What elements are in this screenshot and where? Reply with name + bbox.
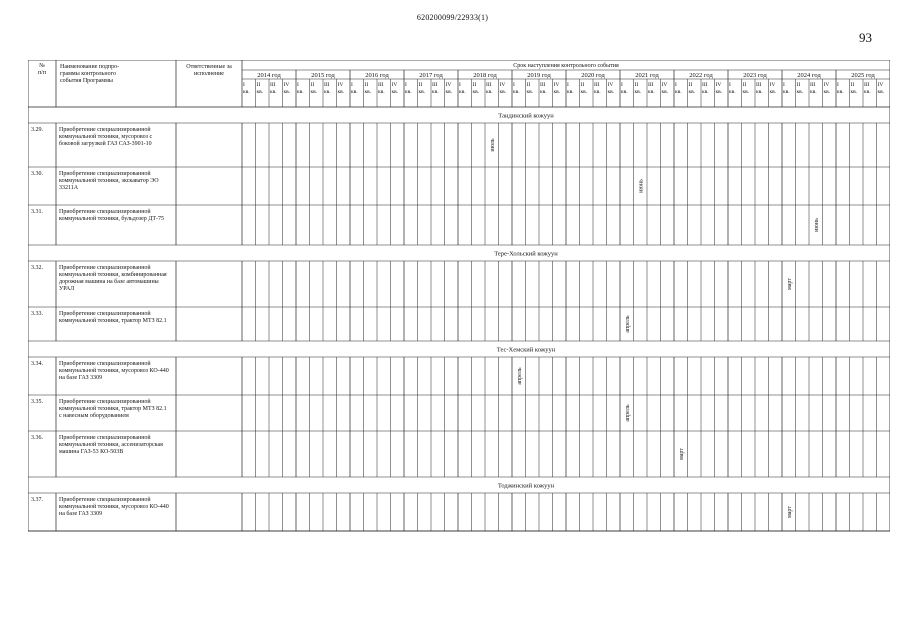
quarter-label: кв.	[594, 89, 601, 95]
row-name: на базе ГАЗ 3309	[59, 511, 103, 517]
quarter-label: кв.	[837, 89, 844, 95]
event-month-marker: июнь	[638, 179, 645, 193]
quarter-label: кв.	[526, 89, 534, 95]
quarter-label: III	[756, 82, 762, 88]
quarter-label: I	[837, 82, 839, 88]
quarter-label: кв.	[661, 89, 669, 95]
row-name: Приобретение специализированной	[59, 435, 151, 441]
quarter-label: кв.	[634, 89, 642, 95]
header-num-label: п/п	[37, 70, 47, 76]
quarter-label: кв.	[459, 89, 466, 95]
event-month-marker: апрель	[624, 315, 631, 333]
quarter-label: кв.	[621, 89, 628, 95]
quarter-label: II	[634, 82, 639, 88]
quarter-label: кв.	[607, 89, 615, 95]
year-label: 2016 год	[365, 72, 389, 79]
header-period-label: Срок наступления контрольного события	[513, 63, 619, 69]
quarter-label: II	[580, 82, 585, 88]
row-name: УРАЛ	[59, 286, 75, 292]
quarter-label: II	[364, 82, 369, 88]
quarter-label: кв.	[769, 89, 777, 95]
quarter-label: кв.	[297, 89, 304, 95]
row-name: коммунальной техники, мусоровоз КО-440	[59, 368, 169, 374]
quarter-label: I	[351, 82, 353, 88]
region-heading: Тес-Хемский кожуун	[496, 346, 556, 354]
row-name: коммунальной техники, мусоровоз с	[59, 134, 153, 140]
year-label: 2018 год	[473, 72, 497, 79]
page-number: 93	[859, 30, 872, 45]
row-name: коммунальной техники, трактор МТЗ 82.1	[59, 406, 167, 412]
event-month-marker: март	[786, 506, 793, 518]
row-number: 3.34.	[31, 361, 43, 367]
quarter-label: III	[702, 82, 708, 88]
document-id: 620200099/22933(1)	[416, 13, 489, 22]
row-name: коммунальной техники, бульдозер ДТ-75	[59, 216, 165, 222]
header-responsible-label: Ответственные за	[186, 64, 232, 70]
quarter-label: кв.	[337, 89, 345, 95]
header-name-label: Наименование подпро-	[60, 64, 120, 70]
quarter-label: II	[310, 82, 315, 88]
quarter-label: I	[297, 82, 299, 88]
quarter-label: IV	[283, 82, 290, 88]
event-month-marker: апрель	[516, 367, 523, 385]
quarter-label: I	[783, 82, 785, 88]
row-number: 3.35.	[31, 399, 43, 405]
quarter-label: II	[688, 82, 693, 88]
quarter-label: IV	[715, 82, 722, 88]
row-name: Приобретение специализированной	[59, 399, 151, 405]
row-name: коммунальной техники, трактор МТЗ 82.1	[59, 318, 167, 324]
quarter-label: IV	[877, 82, 884, 88]
row-number: 3.29.	[31, 127, 43, 133]
quarter-label: III	[486, 82, 492, 88]
row-name: на базе ГАЗ 3309	[59, 375, 103, 381]
quarter-label: кв.	[540, 89, 547, 95]
row-name: Приобретение специализированной	[59, 361, 151, 367]
quarter-label: кв.	[823, 89, 831, 95]
year-label: 2024 год	[797, 72, 821, 79]
year-label: 2015 год	[311, 72, 335, 79]
quarter-label: III	[594, 82, 600, 88]
row-name: дорожная машина на базе автомашины	[59, 279, 159, 285]
quarter-label: IV	[661, 82, 668, 88]
row-name: коммунальной техники, ассенизаторская	[59, 442, 163, 448]
row-name: коммунальной техники, экскаватор ЭО	[59, 178, 159, 184]
quarter-label: кв.	[324, 89, 331, 95]
year-label: 2022 год	[689, 72, 713, 79]
row-number: 3.33.	[31, 311, 43, 317]
quarter-label: I	[621, 82, 623, 88]
quarter-label: IV	[823, 82, 830, 88]
quarter-label: III	[324, 82, 330, 88]
quarter-label: III	[540, 82, 546, 88]
region-heading: Тере-Хольский кожуун	[494, 250, 558, 258]
year-label: 2023 год	[743, 72, 767, 79]
quarter-label: кв.	[864, 89, 871, 95]
quarter-label: III	[378, 82, 384, 88]
quarter-label: кв.	[850, 89, 858, 95]
row-number: 3.30.	[31, 171, 43, 177]
quarter-label: I	[459, 82, 461, 88]
row-name: Приобретение специализированной	[59, 497, 151, 503]
quarter-label: IV	[769, 82, 776, 88]
quarter-label: кв.	[796, 89, 804, 95]
year-label: 2020 год	[581, 72, 605, 79]
quarter-label: кв.	[553, 89, 561, 95]
quarter-label: I	[243, 82, 245, 88]
quarter-label: III	[648, 82, 654, 88]
quarter-label: III	[810, 82, 816, 88]
quarter-label: кв.	[877, 89, 885, 95]
quarter-label: кв.	[499, 89, 507, 95]
year-label: 2017 год	[419, 72, 443, 79]
quarter-label: кв.	[567, 89, 574, 95]
quarter-label: IV	[337, 82, 344, 88]
quarter-label: кв.	[472, 89, 480, 95]
quarter-label: II	[526, 82, 531, 88]
quarter-label: IV	[445, 82, 452, 88]
row-name: Приобретение специализированной	[59, 171, 151, 177]
row-number: 3.36.	[31, 435, 43, 441]
quarter-label: II	[850, 82, 855, 88]
quarter-label: кв.	[364, 89, 372, 95]
event-month-marker: апрель	[624, 404, 631, 422]
row-number: 3.31.	[31, 209, 43, 215]
year-label: 2021 год	[635, 72, 659, 79]
header-num-label: №	[39, 63, 45, 69]
quarter-label: кв.	[243, 89, 250, 95]
quarter-label: кв.	[729, 89, 736, 95]
region-heading: Тоджинский кожуун	[497, 482, 555, 490]
quarter-label: кв.	[270, 89, 277, 95]
row-name: Приобретение специализированной	[59, 265, 151, 271]
header-name-label: граммы контрольного	[60, 71, 116, 77]
event-month-marker: март	[678, 448, 685, 460]
quarter-label: I	[405, 82, 407, 88]
quarter-label: II	[742, 82, 747, 88]
quarter-label: кв.	[445, 89, 453, 95]
quarter-label: кв.	[783, 89, 790, 95]
row-name: машина ГАЗ-53 КО-503В	[59, 449, 124, 455]
quarter-label: кв.	[418, 89, 426, 95]
quarter-label: II	[472, 82, 477, 88]
quarter-label: кв.	[432, 89, 439, 95]
quarter-label: кв.	[283, 89, 291, 95]
event-month-marker: июль	[489, 138, 496, 152]
quarter-label: II	[796, 82, 801, 88]
quarter-label: кв.	[810, 89, 817, 95]
quarter-label: IV	[607, 82, 614, 88]
year-label: 2014 год	[257, 72, 281, 79]
quarter-label: кв.	[688, 89, 696, 95]
quarter-label: III	[432, 82, 438, 88]
row-number: 3.32.	[31, 265, 43, 271]
row-name: Приобретение специализированной	[59, 127, 151, 133]
row-name: с навесным оборудованием	[59, 413, 129, 419]
quarter-label: II	[256, 82, 261, 88]
quarter-label: кв.	[486, 89, 493, 95]
quarter-label: кв.	[756, 89, 763, 95]
quarter-label: кв.	[378, 89, 385, 95]
quarter-label: кв.	[351, 89, 358, 95]
quarter-label: кв.	[702, 89, 709, 95]
quarter-label: IV	[391, 82, 398, 88]
quarter-label: IV	[553, 82, 560, 88]
quarter-label: I	[729, 82, 731, 88]
quarter-label: кв.	[310, 89, 318, 95]
schedule-table	[28, 60, 890, 544]
header-name-label: события Программы	[60, 78, 113, 84]
row-name: 33211А	[59, 185, 79, 191]
row-name: коммунальной техники, комбинированная	[59, 272, 167, 278]
quarter-label: III	[864, 82, 870, 88]
year-label: 2025 год	[851, 72, 875, 79]
row-name: коммунальной техники, мусоровоз КО-440	[59, 504, 169, 510]
quarter-label: III	[270, 82, 276, 88]
row-name: Приобретение специализированной	[59, 209, 151, 215]
header-responsible-label: исполнение	[194, 71, 224, 77]
quarter-label: II	[418, 82, 423, 88]
quarter-label: I	[675, 82, 677, 88]
region-heading: Тандинский кожуун	[498, 112, 554, 120]
quarter-label: I	[567, 82, 569, 88]
quarter-label: кв.	[256, 89, 264, 95]
row-name: боковой загрузкой ГАЗ САЗ-3901-10	[59, 141, 152, 147]
row-number: 3.37.	[31, 497, 43, 503]
quarter-label: кв.	[715, 89, 723, 95]
quarter-label: I	[513, 82, 515, 88]
quarter-label: кв.	[580, 89, 588, 95]
quarter-label: IV	[499, 82, 506, 88]
event-month-marker: март	[786, 278, 793, 290]
quarter-label: кв.	[742, 89, 750, 95]
quarter-label: кв.	[405, 89, 412, 95]
event-month-marker: июнь	[813, 218, 820, 232]
quarter-label: кв.	[391, 89, 399, 95]
row-name: Приобретение специализированной	[59, 311, 151, 317]
quarter-label: кв.	[513, 89, 520, 95]
year-label: 2019 год	[527, 72, 551, 79]
quarter-label: кв.	[675, 89, 682, 95]
quarter-label: кв.	[648, 89, 655, 95]
